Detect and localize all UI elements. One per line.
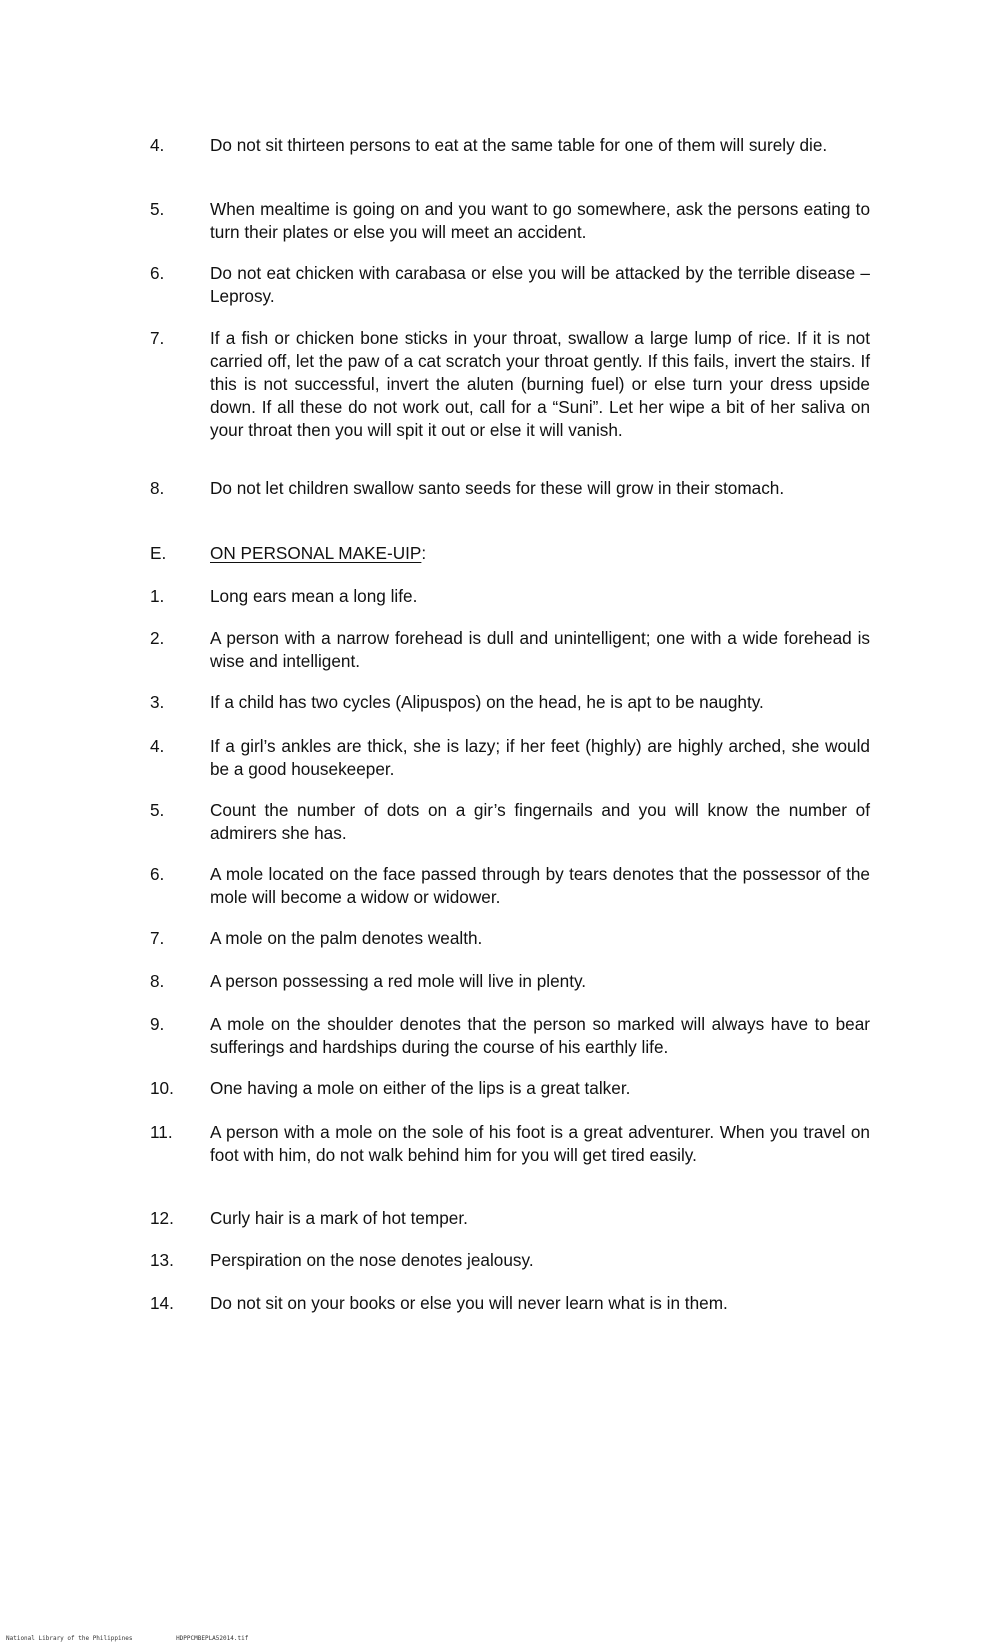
item-text: A mole on the shoulder denotes that the person so marked will always have to bear sufferings and hardships during the course of his earthly life. — [210, 1014, 870, 1057]
item-number: 4. — [150, 135, 165, 155]
list-item — [150, 691, 870, 714]
item-number: 2. — [150, 628, 165, 648]
section-heading — [150, 542, 870, 565]
item-number: 7. — [150, 328, 165, 348]
item-number: 7. — [150, 928, 165, 948]
item-text: Long ears mean a long life. — [210, 586, 418, 606]
item-text: Do not sit thirteen persons to eat at the same table for one of them will surely die. — [210, 135, 828, 155]
section-letter: E. — [150, 543, 167, 563]
list-item — [150, 262, 870, 308]
list-item — [150, 1077, 870, 1100]
item-number: 14. — [150, 1293, 174, 1313]
item-text: If a child has two cycles (Alipuspos) on the head, he is apt to be naughty. — [210, 692, 764, 712]
item-text: A mole on the palm denotes wealth. — [210, 928, 483, 948]
item-number: 6. — [150, 263, 165, 283]
item-text: Curly hair is a mark of hot temper. — [210, 1208, 468, 1228]
item-number: 3. — [150, 692, 165, 712]
item-number: 6. — [150, 864, 165, 884]
item-number: 8. — [150, 478, 165, 498]
item-text: A person with a narrow forehead is dull and unintelligent; one with a wide forehead is wise and intelligent. — [210, 628, 870, 671]
item-text: Do not sit on your books or else you will never learn what is in them. — [210, 1293, 728, 1313]
list-item — [150, 1249, 870, 1272]
item-number: 10. — [150, 1078, 174, 1098]
section-colon: : — [421, 543, 427, 563]
list-item — [150, 863, 870, 909]
list-item — [150, 1121, 870, 1167]
item-number: 13. — [150, 1250, 174, 1270]
item-text: Count the number of dots on a gir’s fingernails and you will know the number of admirers she has. — [210, 800, 870, 843]
list-item — [150, 1292, 870, 1315]
item-number: 12. — [150, 1208, 174, 1228]
item-number: 5. — [150, 800, 165, 820]
item-text: A person with a mole on the sole of his foot is a great adventurer. When you travel on foot with him, do not walk behind him for you will get tired easily. — [210, 1122, 870, 1165]
item-number: 1. — [150, 586, 165, 606]
list-item — [150, 327, 870, 442]
list-item — [150, 627, 870, 673]
list-item — [150, 970, 870, 993]
item-text: A mole located on the face passed through by tears denotes that the possessor of the mole will become a widow or widower. — [210, 864, 870, 907]
item-number: 9. — [150, 1014, 165, 1034]
item-number: 8. — [150, 971, 165, 991]
scan-footer — [6, 1635, 288, 1642]
list-item — [150, 134, 870, 157]
list-item — [150, 927, 870, 950]
list-item — [150, 735, 870, 781]
item-text: Do not eat chicken with carabasa or else you will be attacked by the terrible disease – Leprosy. — [210, 263, 870, 306]
item-text: Do not let children swallow santo seeds for these will grow in their stomach. — [210, 478, 785, 498]
list-item — [150, 1207, 870, 1230]
footer-library: National Library of the Philippines — [6, 1635, 133, 1642]
list-item — [150, 585, 870, 608]
item-text: A person possessing a red mole will live in plenty. — [210, 971, 587, 991]
item-text: If a girl’s ankles are thick, she is lazy; if her feet (highly) are highly arched, she would be a good housekeeper. — [210, 736, 870, 779]
item-number: 11. — [150, 1122, 173, 1142]
item-text: When mealtime is going on and you want to go somewhere, ask the persons eating to turn their plates or else you will meet an accident. — [210, 199, 870, 242]
item-text: One having a mole on either of the lips is a great talker. — [210, 1078, 631, 1098]
list-item — [150, 477, 870, 500]
list-item — [150, 198, 870, 244]
list-item — [150, 1013, 870, 1059]
footer-file-code: HDPPCMBEPLA52014.tif — [176, 1635, 249, 1642]
item-number: 4. — [150, 736, 165, 756]
item-number: 5. — [150, 199, 165, 219]
item-text: If a fish or chicken bone sticks in your throat, swallow a large lump of rice. If it is not carried off, let the paw of a cat scratch your throat gently. If this fails, invert the stairs. If this is not successful, invert the aluten (burning fuel) or else turn your dress upside down. If all these do not work out, call for a “Suni”. Let her wipe a bit of her saliva on your throat then you will spit it out or else it will vanish. — [210, 328, 870, 440]
list-item — [150, 799, 870, 845]
item-text: Perspiration on the nose denotes jealousy. — [210, 1250, 534, 1270]
section-title: ON PERSONAL MAKE-UIP — [210, 543, 422, 563]
